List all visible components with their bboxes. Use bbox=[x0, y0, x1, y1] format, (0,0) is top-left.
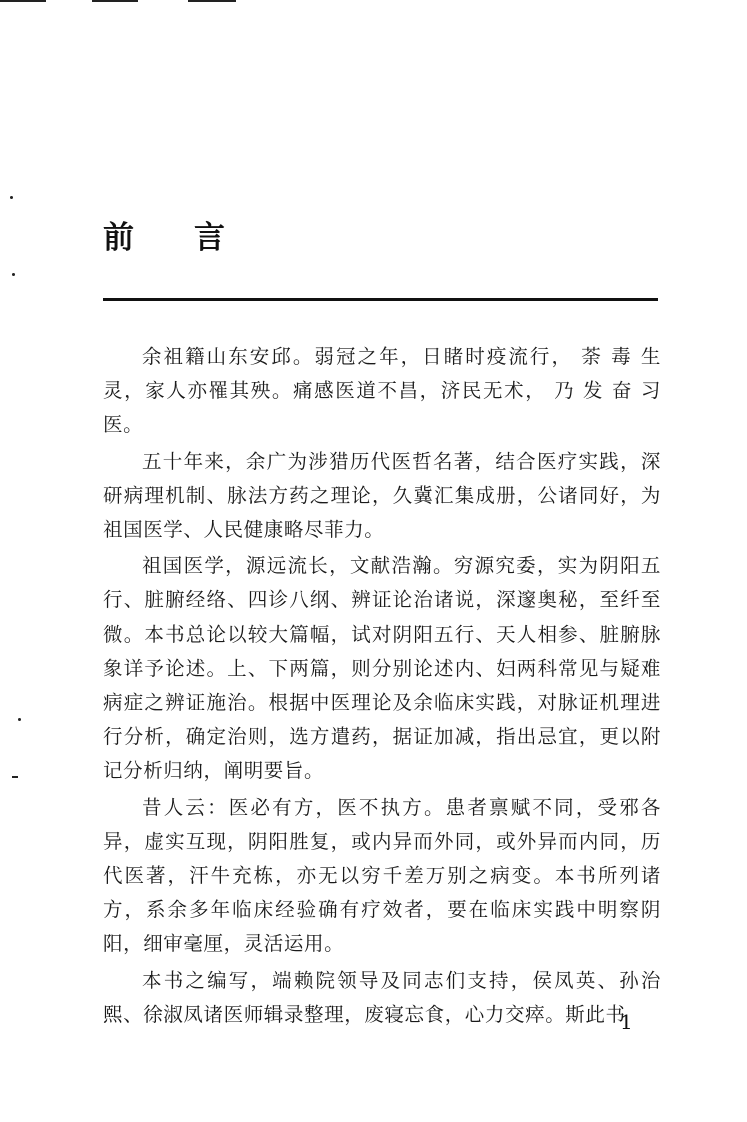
margin-speck bbox=[12, 776, 18, 778]
margin-speck bbox=[12, 273, 15, 276]
paragraph: 五十年来，余广为涉猎历代医哲名著，结合医疗实践，深研病理机制、脉法方药之理论，久冀汇集成册，公诸同好，为祖国医学、人民健康略尽菲力。 bbox=[103, 449, 661, 542]
title-char-2: 言 bbox=[194, 220, 225, 256]
paragraph: 本书之编写，端赖院领导及同志们支持，侯凤英、孙治熙、徐淑凤诸医师辑录整理，废寝忘食，心力交瘁。斯此书 bbox=[103, 968, 661, 1026]
scan-edge-mark bbox=[0, 0, 46, 2]
scan-edge-mark bbox=[92, 0, 138, 2]
scan-edge-mark bbox=[188, 0, 236, 2]
paragraph: 祖国医学，源远流长，文献浩瀚。穷源究委，实为阴阳五行、脏腑经络、四诊八纲、辨证论治诸说，深邃奥秘，至纤至微。本书总论以较大篇幅，试对阴阳五行、天人相参、脏腑脉象详予论述。上、下两篇，则分别论述内、妇两科常见与疑难病症之辨证施治。根据中医理论及余临床实践，对脉证机理进行分析，确定治则，选方遣药，据证加减，指出忌宜，更以附记分析归纳，阐明要旨。 bbox=[103, 554, 661, 783]
page-number: 1 bbox=[620, 1010, 633, 1034]
page-title bbox=[103, 212, 225, 257]
title-rule bbox=[103, 298, 658, 301]
paragraph: 昔人云：医必有方，医不执方。患者禀赋不同，受邪各异，虚实互现，阴阳胜复，或内异而外同，或外异而内同，历代医著，汗牛充栋，亦无以穷千差万别之病变。本书所列诸方，系余多年临床经验确有疗效者，要在临床实践中明察阴阳，细审毫厘，灵活运用。 bbox=[103, 795, 661, 956]
preface-body bbox=[103, 340, 661, 1034]
paragraph: 余祖籍山东安邱。弱冠之年，日睹时疫流行， 荼 毒 生灵，家人亦罹其殃。痛感医道不昌，济民无术， 乃 发 奋 习医。 bbox=[103, 345, 661, 437]
title-char-1: 前 bbox=[103, 220, 134, 256]
margin-speck bbox=[10, 196, 13, 199]
margin-speck bbox=[18, 718, 21, 721]
